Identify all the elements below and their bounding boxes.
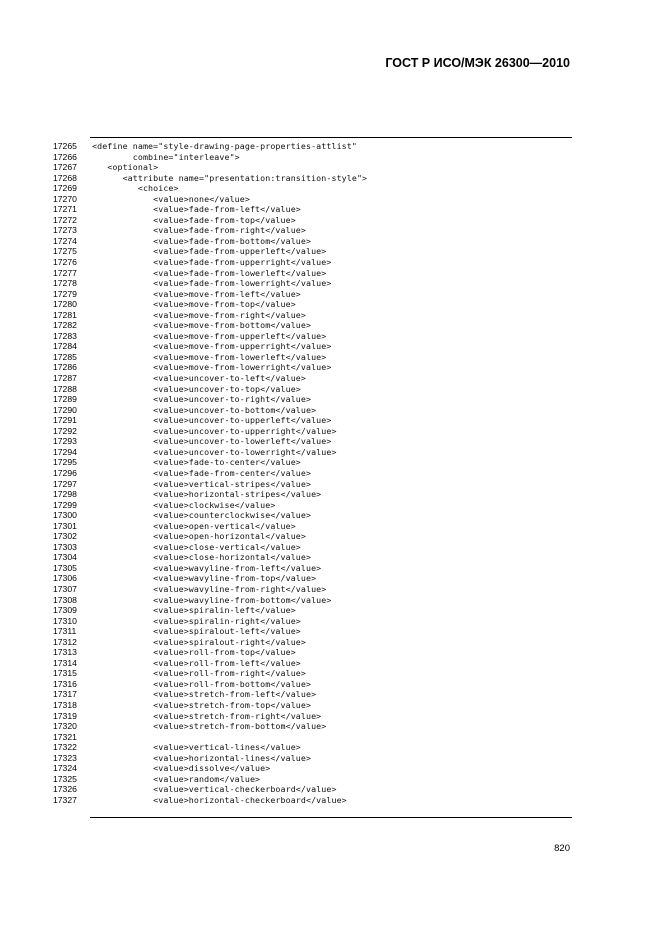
- code-text: <value>move-from-bottom</value>: [92, 320, 312, 331]
- code-text: <define name="style-drawing-page-properties-attlist": [92, 141, 357, 151]
- code-text: <value>fade-from-right</value>: [92, 225, 306, 236]
- code-text: <value>uncover-to-top</value>: [92, 383, 301, 394]
- line-number: 17322: [53, 742, 77, 753]
- code-text: <value>stretch-from-bottom</value>: [92, 721, 327, 732]
- line-number: 17286: [53, 362, 77, 373]
- line-number: 17276: [53, 257, 77, 268]
- code-text: <value>roll-from-left</value>: [92, 657, 301, 668]
- code-line: [0, 658, 661, 669]
- code-line: [0, 668, 661, 679]
- line-number: 17314: [53, 657, 77, 668]
- line-number: 17312: [53, 636, 77, 647]
- code-text: <value>fade-from-left</value>: [92, 204, 301, 215]
- code-text: <value>uncover-to-right</value>: [92, 394, 312, 405]
- code-text: <value>none</value>: [92, 193, 250, 204]
- code-text: <value>spiralout-right</value>: [92, 636, 306, 647]
- line-number: 17273: [53, 225, 77, 236]
- code-text: <value>fade-from-top</value>: [92, 214, 296, 225]
- code-text: <value>fade-from-center</value>: [92, 467, 312, 478]
- code-line: [0, 584, 661, 595]
- code-text: <value>stretch-from-left</value>: [92, 689, 317, 700]
- code-line: [0, 246, 661, 257]
- code-line: [0, 331, 661, 342]
- code-line: [0, 468, 661, 479]
- code-line: [0, 257, 661, 268]
- line-number: 17291: [53, 415, 77, 426]
- code-line: [0, 426, 661, 437]
- line-number: 17284: [53, 341, 77, 352]
- code-text: <value>vertical-lines</value>: [92, 742, 301, 753]
- code-line: [0, 763, 661, 774]
- code-line: [0, 774, 661, 785]
- code-text: <attribute name="presentation:transition-style">: [92, 172, 368, 183]
- line-number: 17272: [53, 214, 77, 225]
- code-text: <value>counterclockwise</value>: [92, 510, 312, 521]
- line-number: 17302: [53, 531, 77, 542]
- line-number: 17311: [53, 626, 77, 637]
- code-line: [0, 700, 661, 711]
- code-listing: [0, 141, 661, 805]
- code-line: [0, 573, 661, 584]
- code-line: [0, 753, 661, 764]
- code-line: [0, 384, 661, 395]
- code-text: <value>uncover-to-lowerleft</value>: [92, 436, 332, 447]
- code-text: <value>uncover-to-upperleft</value>: [92, 415, 332, 426]
- line-number: 17300: [53, 510, 77, 521]
- code-text: <value>move-from-lowerleft</value>: [92, 351, 327, 362]
- code-text: <value>move-from-right</value>: [92, 309, 306, 320]
- line-number: 17317: [53, 689, 77, 700]
- code-line: [0, 457, 661, 468]
- code-line: [0, 679, 661, 690]
- code-line: [0, 299, 661, 310]
- line-number: 17318: [53, 699, 77, 710]
- code-text: <value>open-horizontal</value>: [92, 531, 306, 542]
- code-text: <value>vertical-stripes</value>: [92, 478, 312, 489]
- line-number: 17325: [53, 773, 77, 784]
- code-text: <value>fade-to-center</value>: [92, 457, 301, 468]
- code-line: [0, 415, 661, 426]
- code-text: <value>spiralin-right</value>: [92, 615, 301, 626]
- code-text: <choice>: [92, 183, 179, 194]
- line-number: 17287: [53, 373, 77, 384]
- line-number: 17277: [53, 267, 77, 278]
- line-number: 17266: [53, 151, 77, 162]
- code-line: [0, 552, 661, 563]
- line-number: 17326: [53, 784, 77, 795]
- code-line: [0, 183, 661, 194]
- code-line: [0, 531, 661, 542]
- line-number: 17280: [53, 299, 77, 310]
- code-text: combine="interleave">: [92, 151, 240, 162]
- code-line: [0, 742, 661, 753]
- line-number: 17309: [53, 605, 77, 616]
- code-line: [0, 647, 661, 658]
- code-text: <value>random</value>: [92, 773, 261, 784]
- line-number: 17307: [53, 583, 77, 594]
- line-number: 17299: [53, 499, 77, 510]
- code-text: <value>move-from-lowerright</value>: [92, 362, 332, 373]
- line-number: 17265: [53, 141, 77, 151]
- line-number: 17321: [53, 731, 77, 742]
- line-number: 17294: [53, 446, 77, 457]
- code-text: <value>fade-from-upperleft</value>: [92, 246, 327, 257]
- code-text: <value>stretch-from-top</value>: [92, 699, 312, 710]
- code-line: [0, 268, 661, 279]
- line-number: 17283: [53, 330, 77, 341]
- code-text: <value>wavyline-from-left</value>: [92, 562, 322, 573]
- line-number: 17304: [53, 552, 77, 563]
- line-number: 17295: [53, 457, 77, 468]
- code-text: <value>move-from-top</value>: [92, 299, 296, 310]
- line-number: 17323: [53, 752, 77, 763]
- code-text: <value>uncover-to-upperright</value>: [92, 425, 337, 436]
- line-number: 17274: [53, 235, 77, 246]
- code-line: [0, 489, 661, 500]
- code-text: <value>spiralin-left</value>: [92, 605, 296, 616]
- code-line: [0, 542, 661, 553]
- line-number: 17279: [53, 288, 77, 299]
- line-number: 17270: [53, 193, 77, 204]
- code-line: [0, 500, 661, 511]
- line-number: 17313: [53, 647, 77, 658]
- code-text: <value>roll-from-right</value>: [92, 668, 306, 679]
- code-line: [0, 225, 661, 236]
- code-text: <value>stretch-from-right</value>: [92, 710, 322, 721]
- code-text: <value>dissolve</value>: [92, 763, 271, 774]
- line-number: 17289: [53, 394, 77, 405]
- code-text: <value>fade-from-lowerleft</value>: [92, 267, 327, 278]
- code-line: [0, 616, 661, 627]
- code-line: [0, 637, 661, 648]
- code-line: [0, 373, 661, 384]
- code-text: <value>spiralout-left</value>: [92, 626, 301, 637]
- code-line: [0, 689, 661, 700]
- code-line: [0, 173, 661, 184]
- code-text: <value>vertical-checkerboard</value>: [92, 784, 337, 795]
- line-number: 17308: [53, 594, 77, 605]
- line-number: 17281: [53, 309, 77, 320]
- code-line: [0, 289, 661, 300]
- code-line: [0, 521, 661, 532]
- code-text: <value>roll-from-top</value>: [92, 647, 296, 658]
- line-number: 17271: [53, 204, 77, 215]
- code-line: [0, 341, 661, 352]
- line-number: 17301: [53, 520, 77, 531]
- code-line: [0, 721, 661, 732]
- code-line: [0, 204, 661, 215]
- code-text: <value>uncover-to-bottom</value>: [92, 404, 317, 415]
- code-line: [0, 626, 661, 637]
- line-number: 17267: [53, 162, 77, 173]
- line-number: 17268: [53, 172, 77, 183]
- code-line: [0, 447, 661, 458]
- code-line: [0, 215, 661, 226]
- bottom-rule: [90, 817, 572, 818]
- code-line: [0, 352, 661, 363]
- code-text: <optional>: [92, 162, 159, 173]
- line-number: 17269: [53, 183, 77, 194]
- code-text: <value>close-vertical</value>: [92, 541, 301, 552]
- code-text: <value>uncover-to-left</value>: [92, 373, 306, 384]
- code-text: <value>fade-from-lowerright</value>: [92, 278, 332, 289]
- line-number: 17288: [53, 383, 77, 394]
- code-line: [0, 320, 661, 331]
- line-number: 17298: [53, 489, 77, 500]
- line-number: 17310: [53, 615, 77, 626]
- line-number: 17305: [53, 562, 77, 573]
- line-number: 17275: [53, 246, 77, 257]
- code-line: [0, 278, 661, 289]
- code-text: <value>clockwise</value>: [92, 499, 276, 510]
- code-text: <value>move-from-upperright</value>: [92, 341, 332, 352]
- code-line: [0, 732, 661, 743]
- code-line: [0, 310, 661, 321]
- code-line: [0, 510, 661, 521]
- line-number: 17320: [53, 721, 77, 732]
- line-number: 17285: [53, 351, 77, 362]
- code-line: [0, 795, 661, 806]
- code-line: [0, 784, 661, 795]
- code-text: <value>horizontal-lines</value>: [92, 752, 312, 763]
- line-number: 17282: [53, 320, 77, 331]
- line-number: 17278: [53, 278, 77, 289]
- code-text: <value>fade-from-bottom</value>: [92, 235, 312, 246]
- code-text: <value>horizontal-stripes</value>: [92, 489, 322, 500]
- code-line: [0, 479, 661, 490]
- code-text: <value>fade-from-upperright</value>: [92, 257, 332, 268]
- code-line: [0, 711, 661, 722]
- code-text: <value>horizontal-checkerboard</value>: [92, 794, 347, 805]
- code-text: <value>move-from-upperleft</value>: [92, 330, 327, 341]
- line-number: 17316: [53, 678, 77, 689]
- code-text: <value>uncover-to-lowerright</value>: [92, 446, 337, 457]
- line-number: 17315: [53, 668, 77, 679]
- code-line: [0, 394, 661, 405]
- code-text: <value>close-horizontal</value>: [92, 552, 312, 563]
- code-text: <value>wavyline-from-bottom</value>: [92, 594, 332, 605]
- code-text: <value>wavyline-from-top</value>: [92, 573, 317, 584]
- code-line: [0, 595, 661, 606]
- code-text: <value>open-vertical</value>: [92, 520, 296, 531]
- line-number: 17319: [53, 710, 77, 721]
- code-line: [0, 162, 661, 173]
- code-line: [0, 605, 661, 616]
- page-number: 820: [554, 843, 570, 854]
- code-line: [0, 152, 661, 163]
- line-number: 17297: [53, 478, 77, 489]
- line-number: 17296: [53, 467, 77, 478]
- code-line: [0, 194, 661, 205]
- code-line: [0, 563, 661, 574]
- code-text: <value>wavyline-from-right</value>: [92, 583, 327, 594]
- line-number: 17327: [53, 794, 77, 805]
- line-number: 17290: [53, 404, 77, 415]
- code-text: <value>move-from-left</value>: [92, 288, 301, 299]
- line-number: 17306: [53, 573, 77, 584]
- code-line: [0, 141, 661, 152]
- document-header-id: ГОСТ Р ИСО/МЭК 26300—2010: [385, 56, 570, 70]
- top-rule: [90, 137, 572, 138]
- line-number: 17292: [53, 425, 77, 436]
- line-number: 17303: [53, 541, 77, 552]
- line-number: 17293: [53, 436, 77, 447]
- line-number: 17324: [53, 763, 77, 774]
- code-line: [0, 436, 661, 447]
- code-line: [0, 405, 661, 416]
- code-text: <value>roll-from-bottom</value>: [92, 678, 312, 689]
- code-line: [0, 236, 661, 247]
- code-line: [0, 362, 661, 373]
